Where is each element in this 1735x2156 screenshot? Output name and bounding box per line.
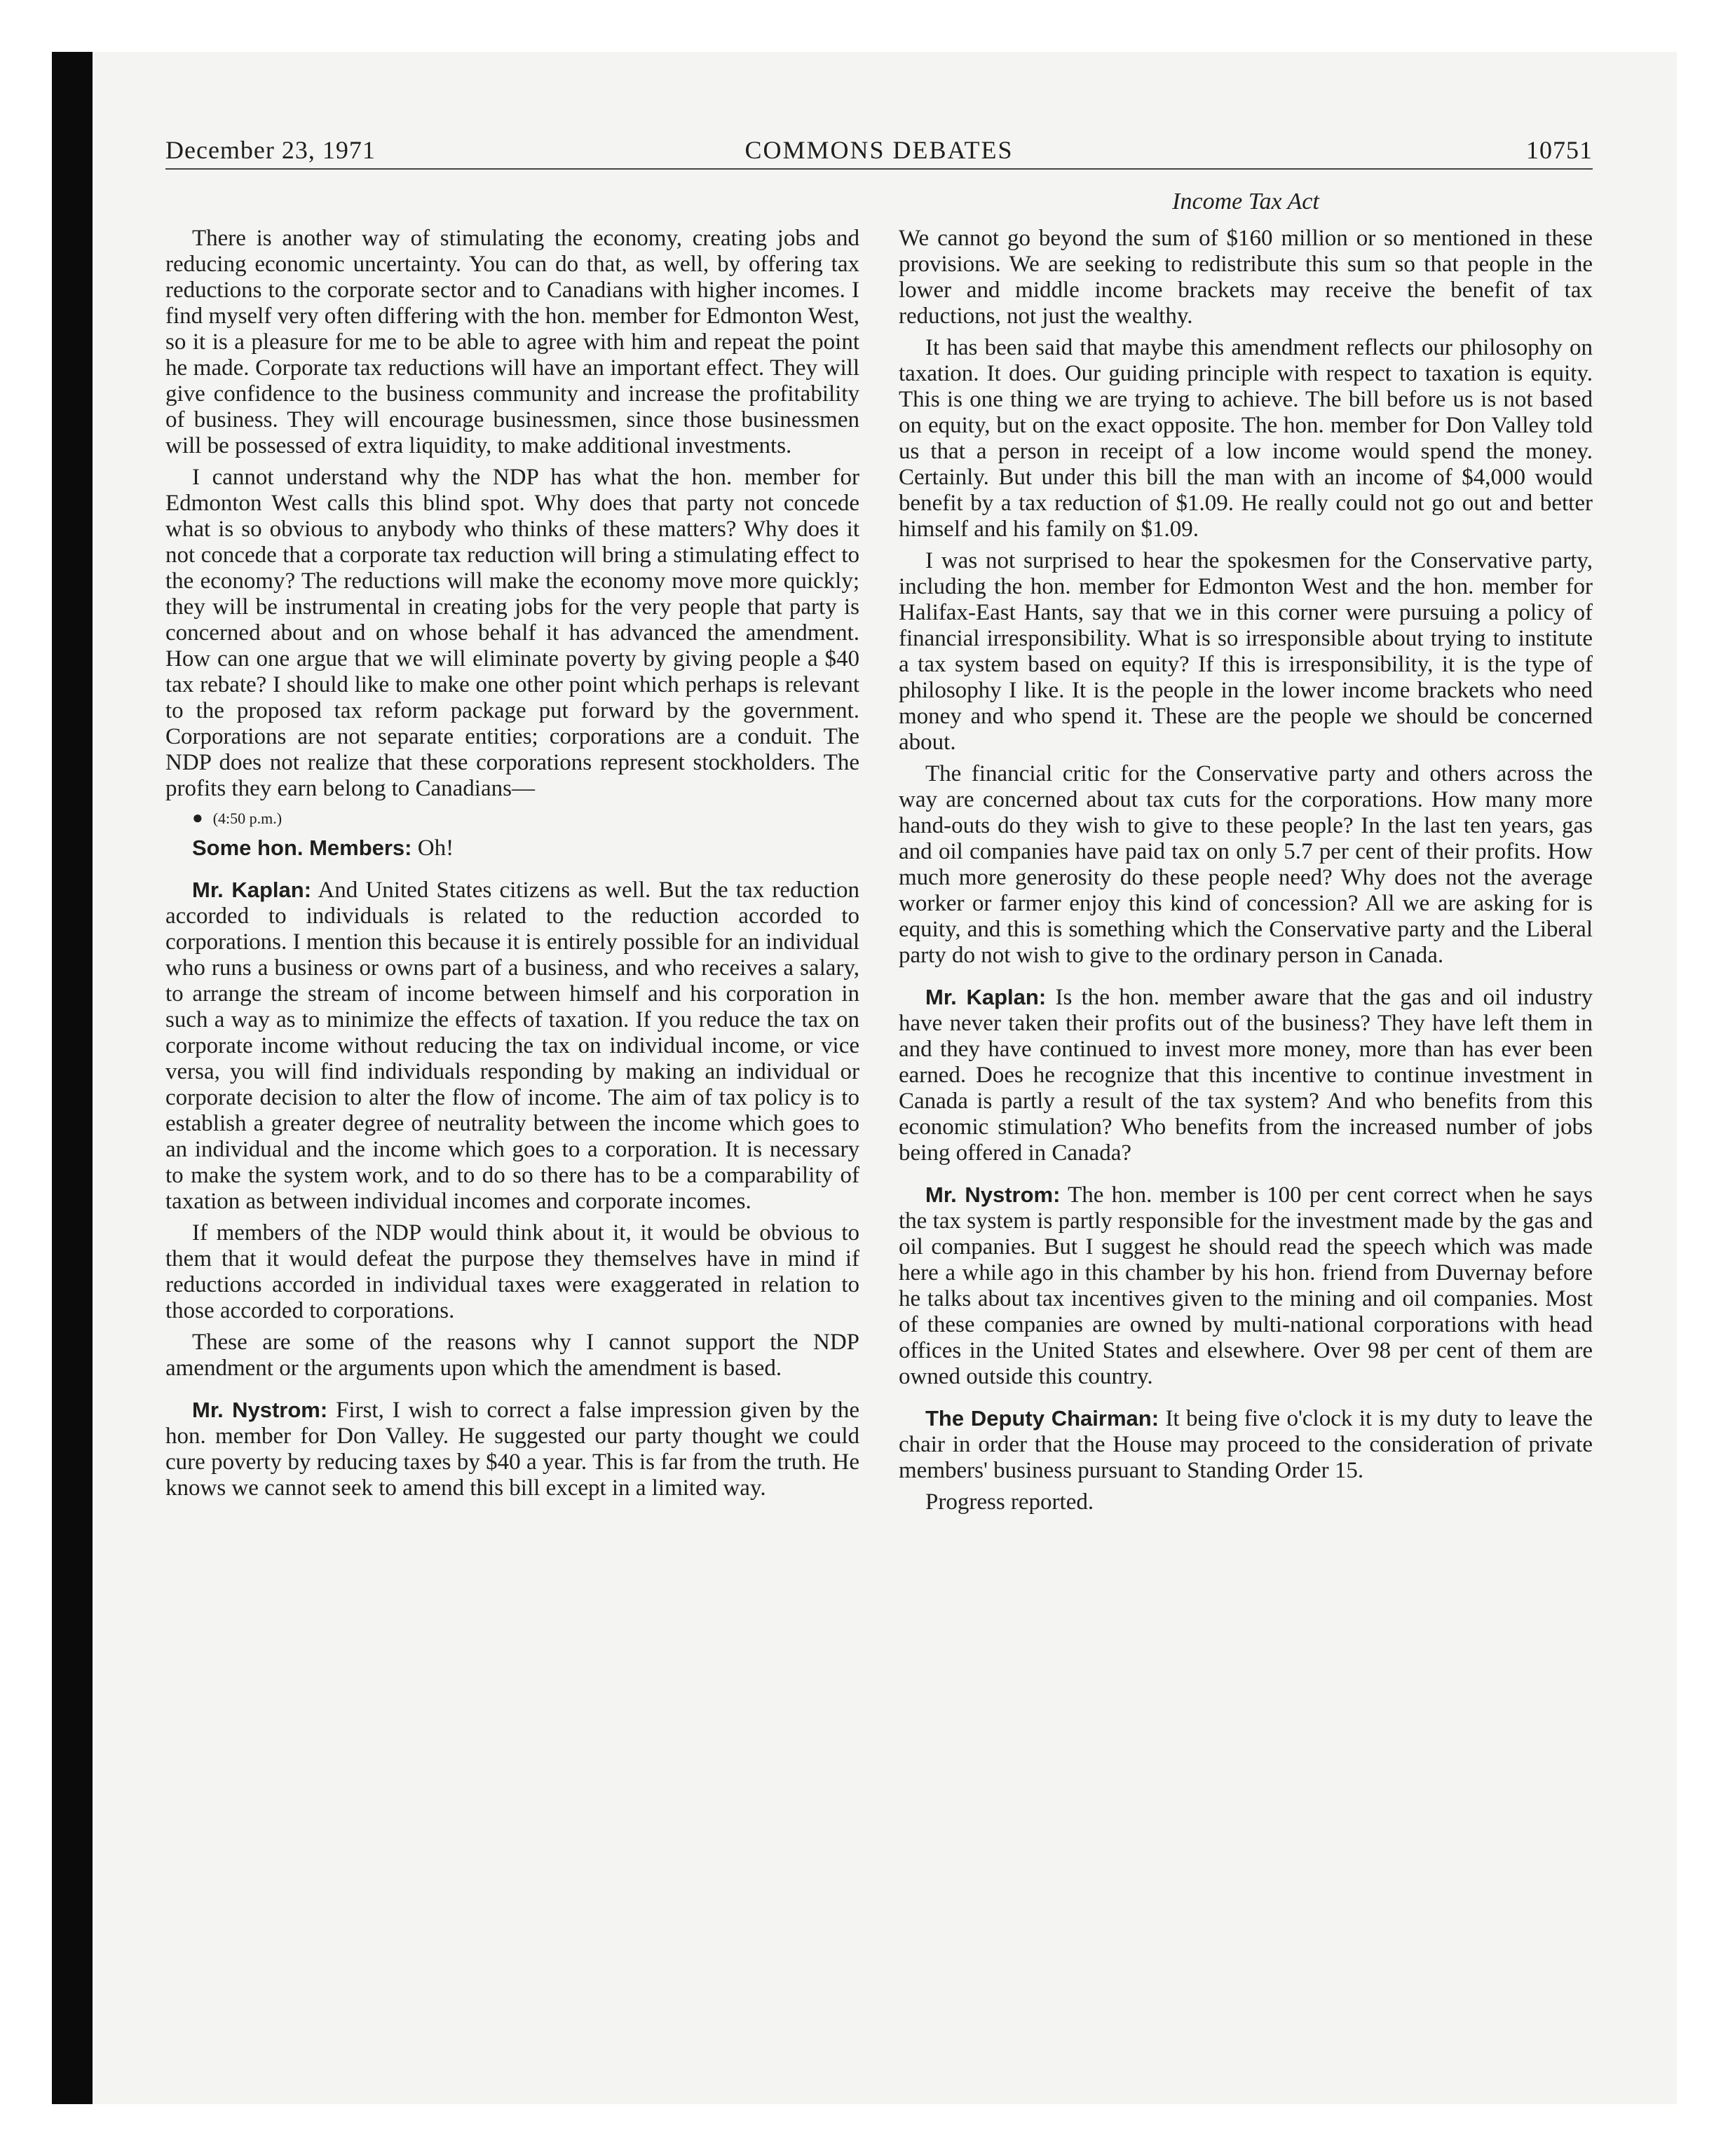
bullet-icon: ● xyxy=(192,807,203,828)
speaker-name: The Deputy Chairman: xyxy=(925,1406,1159,1431)
speaker-name: Mr. Kaplan: xyxy=(925,985,1047,1009)
interjection xyxy=(165,835,859,861)
header-publication: COMMONS DEBATES xyxy=(744,136,1014,164)
paragraph: If members of the NDP would think about it, it would be obvious to them that it would defeat the purpose they themselves have in mind if reductions accorded in individual taxes were exaggerated in relation to those accorded to corporations. xyxy=(165,1220,859,1323)
scan-binding-edge xyxy=(52,52,93,2104)
paragraph: I was not surprised to hear the spokesmen for the Conservative party, including the hon. member for Edmonton West and the hon. member for Halifax-East Hants, say that we in this corner were pursuing a policy of financial irresponsibility. What is so irresponsible about trying to institute a tax system based on equity? If this is irresponsibility, it is the type of philosophy I like. It is the people in the lower income brackets who need money and who spend it. These are the people we should be concerned about. xyxy=(899,548,1593,755)
speech-text: The hon. member is 100 per cent correct when he says the tax system is partly responsible for the investment made by the gas and oil companies. But I suggest he should read the speech which was made here a while ago in this chamber by his hon. friend from Duvernay before he talks about tax incentives given to the mining and oil companies. Most of these companies are owned by multi-national corporations with head offices in the United States and elsewhere. Over 98 per cent of them are owned outside this country. xyxy=(899,1182,1593,1389)
speech xyxy=(899,1405,1593,1484)
left-column xyxy=(165,226,859,1507)
section-title: Income Tax Act xyxy=(1172,189,1319,214)
header-page-number: 10751 xyxy=(1526,136,1593,164)
speech xyxy=(899,984,1593,1166)
speech-text: Is the hon. member aware that the gas and oil industry have never taken their profits out of the business? They have left them in and they have continued to invest more money, more than has ever been earned. Does he recognize that this incentive to continue investment in Canada is partly a result of the tax system? And who benefits from this economic stimulation? Who benefits from the increased number of jobs being offered in Canada? xyxy=(899,985,1593,1166)
speech-text: First, I wish to correct a false impression given by the hon. member for Don Valley. He suggested our party thought we could cure poverty by reducing taxes by $40 a year. This is far from the truth. He knows we cannot seek to amend this bill except in a limited way. xyxy=(165,1398,859,1501)
paragraph: I cannot understand why the NDP has what the hon. member for Edmonton West calls this blind spot. Why does that party not concede what is so obvious to anybody who thinks of these matters? Why does it not concede that a corporate tax reduction will bring a stimulating effect to the economy? The reductions will make the economy move more quickly; they will be instrumental in creating jobs for the very people that party is concerned about and on whose behalf it has advanced the amendment. How can one argue that we will eliminate poverty by giving people a $40 tax rebate? I should like to make one other point which perhaps is relevant to the proposed tax reform package put forward by the government. Corporations are not separate entities; corporations are a conduit. The NDP does not realize that these corporations represent stockholders. The profits they earn belong to Canadians— xyxy=(165,465,859,801)
closing-line: Progress reported. xyxy=(925,1489,1094,1515)
time-text: (4:50 p.m.) xyxy=(212,810,283,827)
speech xyxy=(165,877,859,1215)
paragraph: The financial critic for the Conservative party and others across the way are concerned about tax cuts for the corporations. How many more hand-outs do they wish to give to these people? In the last ten years, gas and oil companies have paid tax on only 5.7 per cent of their profits. How much more generosity do these people need? Why does not the average worker or farmer enjoy this kind of concession? All we are asking for is equity, and this is something which the Conservative party and the Liberal party do not wish to give to the ordinary person in Canada. xyxy=(899,761,1593,968)
speech xyxy=(899,1182,1593,1390)
speech-text: Oh! xyxy=(411,835,454,861)
paragraph: It has been said that maybe this amendment reflects our philosophy on taxation. It does. Our guiding principle with respect to taxation is equity. This is one thing we are trying to achieve. The bill before us is not based on equity, but on the exact opposite. The hon. member for Don Valley told us that a person in receipt of a low income would spend the money. Certainly. But under this bill the man with an income of $4,000 would benefit by a tax reduction of $1.09. He really could not go out and better himself and his family on $1.09. xyxy=(899,335,1593,542)
right-column xyxy=(899,226,1593,1521)
header-rule xyxy=(165,168,1593,170)
paragraph: These are some of the reasons why I cannot support the NDP amendment or the arguments upon which the amendment is based. xyxy=(165,1330,859,1381)
running-header xyxy=(165,135,1593,171)
speech-text: It being five o'clock it is my duty to leave the chair in order that the House may proceed to the consideration of private members' business pursuant to Standing Order 15. xyxy=(899,1406,1593,1483)
speaker-name: Mr. Nystrom: xyxy=(925,1182,1061,1207)
speaker-name: Mr. Kaplan: xyxy=(192,878,312,902)
header-date: December 23, 1971 xyxy=(165,136,376,164)
speech xyxy=(165,1397,859,1501)
time-stamp xyxy=(165,807,859,829)
speech-text: And United States citizens as well. But the tax reduction accorded to individuals is related to the reduction accorded to corporations. I mention this because it is entirely possible for an individual who runs a business or owns part of a business, and who receives a salary, to arrange the stream of income between himself and his corporation in such a way as to minimize the effects of taxation. If you reduce the tax on corporate income without reducing the tax on individual income, or vice versa, you will find individuals responding by making an individual or corporate decision to alter the flow of income. The aim of tax policy is to establish a greater degree of neutrality between the income which goes to an individual and the income which goes to a corporation. It is necessary to make the system work, and to do so there has to be a comparability of taxation as between individual incomes and corporate incomes. xyxy=(165,878,859,1214)
paragraph: We cannot go beyond the sum of $160 million or so mentioned in these provisions. We are seeking to redistribute this sum so that people in the lower and middle income brackets may receive the benefit of tax reductions, not just the wealthy. xyxy=(899,226,1593,329)
speaker-name: Some hon. Members: xyxy=(192,835,412,860)
speaker-name: Mr. Nystrom: xyxy=(192,1398,328,1422)
paragraph: There is another way of stimulating the economy, creating jobs and reducing economic uncertainty. You can do that, as well, by offering tax reductions to the corporate sector and to Canadians with higher incomes. I find myself very often differing with the hon. member for Edmonton West, so it is a pleasure for me to be able to agree with him and repeat the point he made. Corporate tax reductions will have an important effect. They will give confidence to the business community and increase the profitability of business. They will encourage businessmen, since those businessmen will be possessed of extra liquidity, to make additional investments. xyxy=(165,226,859,458)
